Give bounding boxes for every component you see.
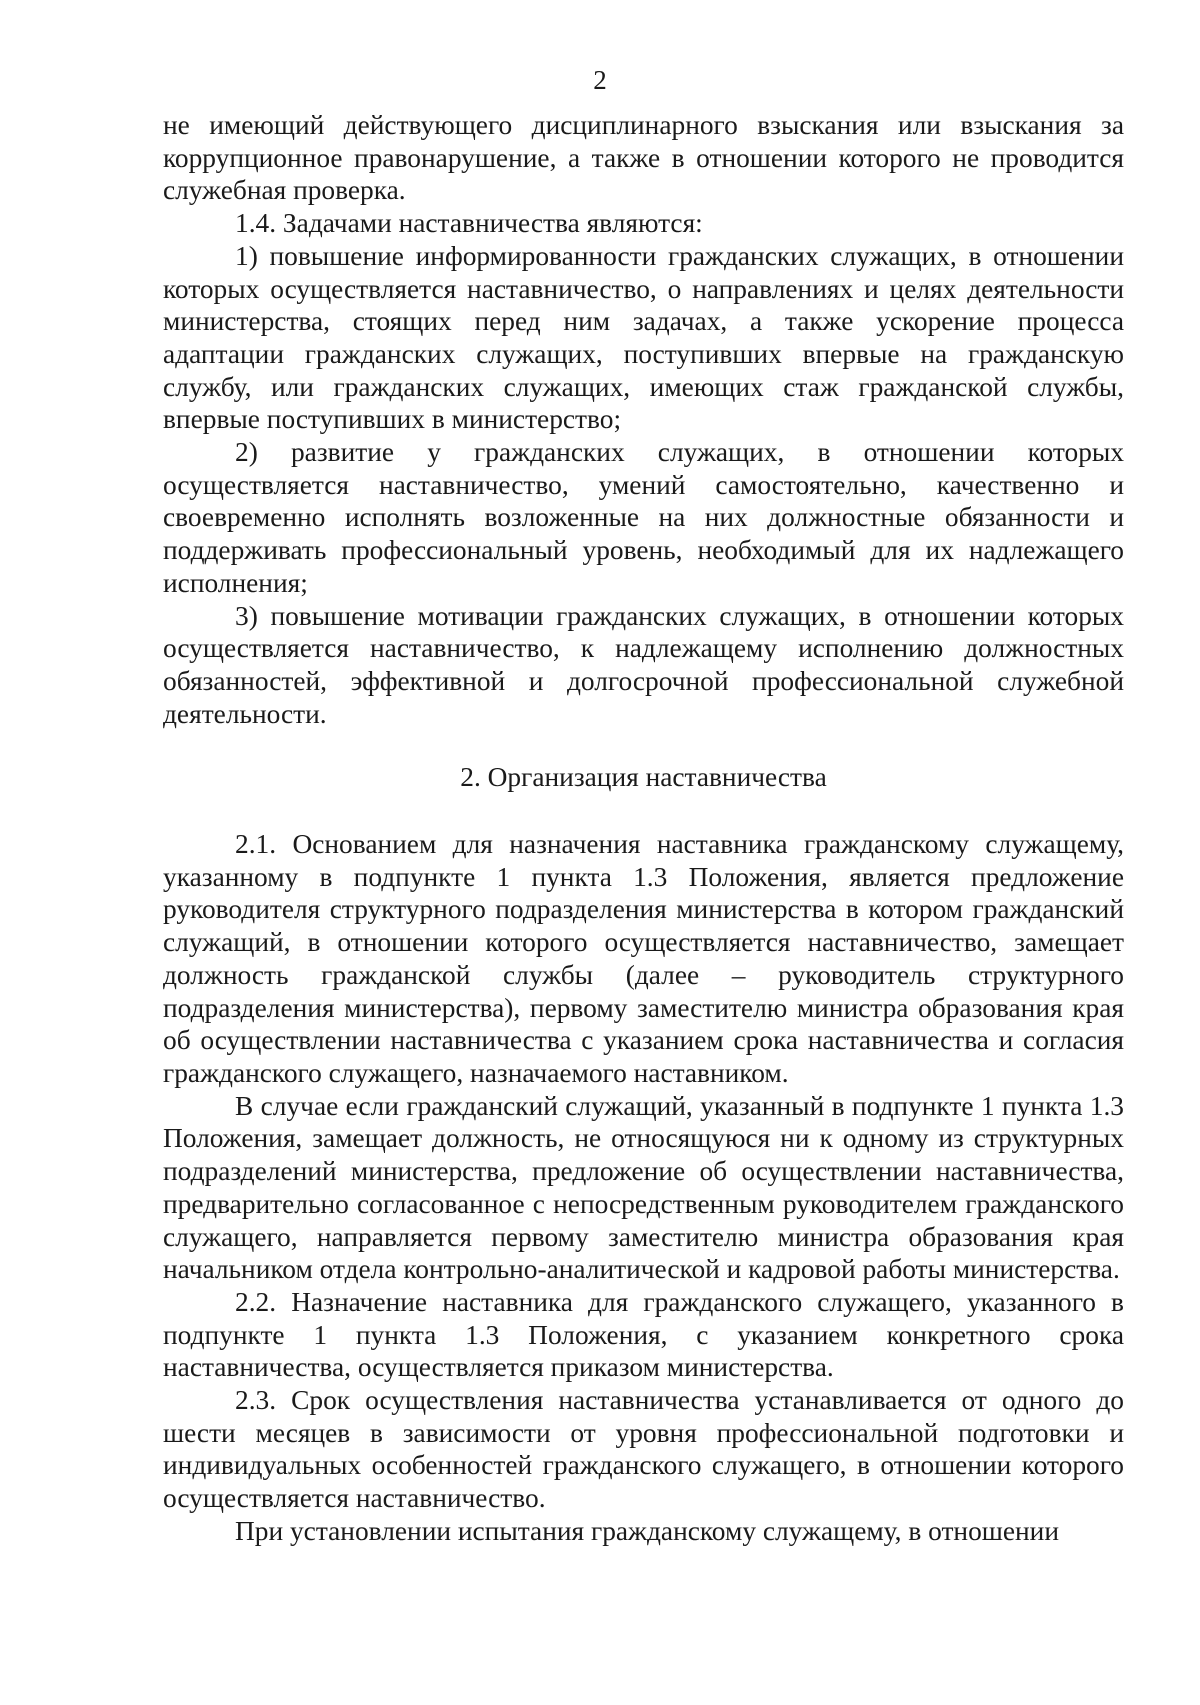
paragraph-2-2: 2.2. Назначение наставника для гражданского служащего, указанного в подпункте 1 пункта 1.3 Положения, с указанием конкретного срока наставничества, осуществляется приказом министерства. — [163, 1286, 1124, 1383]
paragraph-2-3: 2.3. Срок осуществления наставничества устанавливается от одного до шести месяцев в зависимости от уровня профессиональной подготовки и индивидуальных особенностей гражданского служащего, в отношении которого осуществляется наставничество. — [163, 1385, 1124, 1514]
paragraph-2-1-case: В случае если гражданский служащий, указанный в подпункте 1 пункта 1.3 Положения, замещает должность, не относящуюся ни к одному из структурных подразделений министерства, предложение об осуществлении наставничества, предварительно согласованное с непосредственным руководителем гражданского служащего, направляется первому заместителю министра образования края начальником отдела контрольно-аналитической и кадровой работы министерства. — [163, 1090, 1124, 1285]
paragraph-2-1: 2.1. Основанием для назначения наставника гражданскому служащему, указанному в подпункте 1 пункта 1.3 Положения, является предложение руководителя структурного подразделения министерства в котором гражданский служащий, в отношении которого осуществляется наставничество, замещает должность гражданской службы (далее – руководитель структурного подразделения министерства), первому заместителю министра образования края об осуществлении наставничества с указанием срока наставничества и согласия гражданского служащего, назначаемого наставником. — [163, 829, 1124, 1088]
document-body — [163, 109, 1124, 1548]
page-number: 2 — [593, 65, 607, 95]
paragraph-1-4: 1.4. Задачами наставничества являются: — [235, 208, 703, 239]
paragraph-item-1: 1) повышение информированности гражданских служащих, в отношении которых осуществляется наставничество, о направлениях и целях деятельности министерства, стоящих перед ним задачах, а также ускорение процесса адаптации гражданских служащих, поступивших впервые на гражданскую службу, или гражданских служащих, имеющих стаж гражданской службы, впервые поступивших в министерство; — [163, 240, 1124, 435]
paragraph-item-2: 2) развитие у гражданских служащих, в отношении которых осуществляется наставничество, умений самостоятельно, качественно и своевременно исполнять возложенные на них должностные обязанности и поддерживать профессиональный уровень, необходимый для их надлежащего исполнения; — [163, 437, 1124, 598]
paragraph-continuation: не имеющий действующего дисциплинарного взыскания или взыскания за коррупционное правонарушение, а также в отношении которого не проводится служебная проверка. — [163, 110, 1124, 206]
paragraph-trial: При установлении испытания гражданскому служащему, в отношении — [235, 1515, 1059, 1546]
paragraph-item-3: 3) повышение мотивации гражданских служащих, в отношении которых осуществляется наставничество, к надлежащему исполнению должностных обязанностей, эффективной и долгосрочной профессиональной служебной деятельности. — [163, 600, 1124, 729]
section-heading: 2. Организация наставничества — [460, 762, 827, 793]
